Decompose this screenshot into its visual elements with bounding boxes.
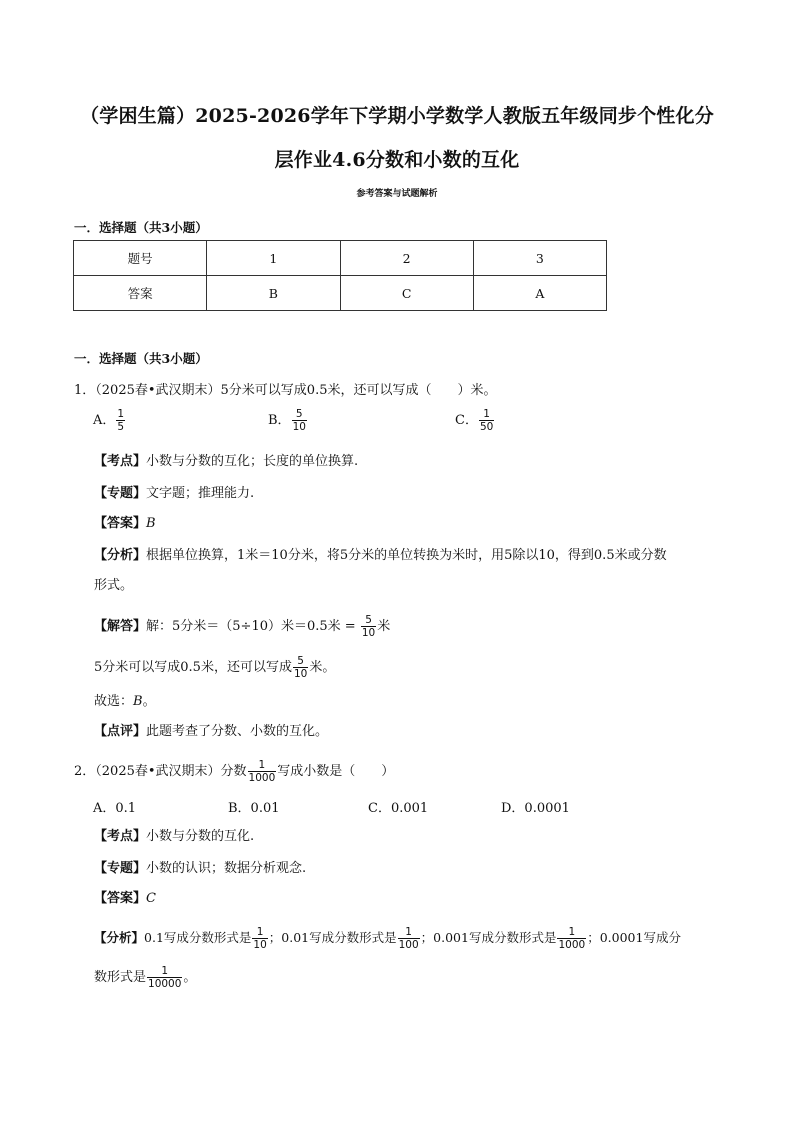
fraction-denominator: 10 [293, 668, 308, 680]
option-label: A． [93, 413, 116, 428]
restate-end: 米。 [309, 660, 336, 675]
table-cell: B [207, 276, 340, 311]
kaodian-text: 小数与分数的互化；长度的单位换算. [146, 454, 359, 469]
tag-label: 【答案】 [94, 516, 147, 531]
q1-jieda [94, 614, 390, 639]
unit-text: 米 [377, 619, 391, 634]
fenxi-text: ；0.0001写成分 [587, 930, 681, 945]
tag-label: 【分析】 [94, 930, 145, 945]
fraction [293, 655, 308, 680]
q1-zhuanti [94, 484, 254, 504]
fraction-numerator: 1 [568, 926, 576, 938]
fraction-denominator: 1000 [248, 772, 276, 784]
answer-table [73, 240, 607, 311]
q1-option-b [268, 408, 308, 433]
fraction-numerator: 5 [295, 408, 303, 420]
fraction-denominator: 100 [398, 939, 419, 951]
fraction-numerator: 1 [258, 759, 266, 771]
q1-dianping [94, 722, 328, 742]
q1-kaodian [94, 452, 358, 472]
answer-value: C [146, 891, 156, 906]
zhuanti-text: 小数的认识；数据分析观念. [146, 861, 307, 876]
q1-option-a [93, 408, 126, 433]
fraction [147, 965, 182, 990]
doc-title-line2: 层作业4.6分数和小数的互化 [274, 149, 520, 171]
q1-daan [94, 514, 156, 534]
fraction-denominator: 1000 [558, 939, 586, 951]
tag-label: 【考点】 [94, 454, 147, 469]
fenxi-text: 0.1写成分数形式是 [144, 930, 252, 945]
answer-table-answer-row [74, 276, 607, 311]
section-heading-1: 一．选择题（共3小题） [74, 220, 208, 235]
fraction-numerator: 1 [483, 408, 490, 420]
table-cell: 题号 [74, 241, 207, 276]
fenxi-text: ；0.01写成分数形式是 [268, 930, 397, 945]
q2-fenxi [94, 926, 681, 951]
q1-fenxi-line2: 形式。 [94, 578, 134, 593]
fraction [116, 408, 125, 433]
fraction-numerator: 5 [297, 655, 304, 667]
fraction-denominator: 50 [479, 421, 494, 433]
fraction-numerator: 1 [256, 926, 264, 938]
jieda-text: 解：5分米＝（5÷10）米＝0.5米 = [146, 619, 356, 634]
table-cell: A [473, 276, 606, 311]
tag-label: 【专题】 [94, 486, 147, 501]
fraction [248, 759, 277, 784]
fenxi-text: ；0.001写成分数形式是 [420, 930, 557, 945]
doc-title-line1: （学困生篇）2025-2026学年下学期小学数学人教版五年级同步个性化分 [80, 105, 714, 127]
fraction [398, 926, 420, 951]
fraction-denominator: 10 [292, 421, 306, 433]
tag-label: 【点评】 [94, 724, 147, 739]
fraction [479, 408, 494, 433]
q2-option-a: A．0.1 [93, 801, 137, 816]
q2-kaodian [94, 827, 254, 847]
fraction [252, 926, 267, 951]
tag-label: 【考点】 [94, 829, 147, 844]
q1-fenxi [94, 546, 667, 566]
tag-label: 【专题】 [94, 861, 147, 876]
section-heading-2: 一．选择题（共3小题） [74, 351, 208, 366]
q1-option-c [455, 408, 495, 433]
q2-stem-end: 写成小数是（ ） [277, 764, 395, 779]
fenxi-end: 。 [183, 970, 197, 985]
option-label: C． [455, 413, 478, 428]
q2-stem [74, 759, 394, 784]
fraction [292, 408, 307, 433]
doc-subtitle: 参考答案与试题解析 [356, 189, 438, 199]
fraction-denominator: 10 [253, 939, 267, 951]
tag-label: 【解答】 [94, 619, 147, 634]
fraction-denominator: 10000 [148, 978, 182, 990]
fraction-numerator: 1 [405, 926, 412, 938]
fraction-denominator: 5 [117, 421, 125, 433]
fenxi-text: 数形式是 [94, 970, 147, 985]
restate-text: 5分米可以写成0.5米，还可以写成 [94, 660, 292, 675]
table-cell: 答案 [74, 276, 207, 311]
fraction-numerator: 5 [365, 614, 372, 626]
fraction-numerator: 1 [161, 965, 169, 977]
fraction-denominator: 10 [361, 627, 376, 639]
answer-value: B [146, 516, 156, 531]
q2-zhuanti [94, 859, 306, 879]
q1-guxuan [94, 692, 156, 712]
q1-restate [94, 655, 335, 680]
fraction-numerator: 1 [117, 408, 125, 420]
q2-fenxi-line2 [94, 965, 196, 990]
zhuanti-text: 文字题；推理能力. [146, 486, 255, 501]
table-cell: 2 [340, 241, 473, 276]
q2-stem-start: 2．（2025春•武汉期末）分数 [74, 764, 247, 779]
guxuan-text: 故选： [94, 694, 134, 709]
q2-option-d: D．0.0001 [501, 801, 570, 816]
table-cell: C [340, 276, 473, 311]
dianping-text: 此题考查了分数、小数的互化。 [146, 724, 329, 739]
fraction [361, 614, 376, 639]
table-cell: 1 [207, 241, 340, 276]
fraction [557, 926, 586, 951]
q2-option-b: B．0.01 [228, 801, 280, 816]
q1-stem: 1．（2025春•武汉期末）5分米可以写成0.5米，还可以写成（ ）米。 [74, 383, 497, 398]
guxuan-end: 。 [142, 694, 156, 709]
q2-daan [94, 889, 156, 909]
kaodian-text: 小数与分数的互化. [146, 829, 255, 844]
tag-label: 【分析】 [94, 548, 147, 563]
q2-option-c: C．0.001 [368, 801, 429, 816]
tag-label: 【答案】 [94, 891, 147, 906]
option-label: B． [268, 413, 291, 428]
guxuan-answer: B [133, 694, 143, 709]
fenxi-text: 根据单位换算，1米＝10分米，将5分米的单位转换为米时，用5除以10，得到0.5米或分数 [146, 548, 667, 563]
answer-table-header-row [74, 241, 607, 276]
table-cell: 3 [473, 241, 606, 276]
